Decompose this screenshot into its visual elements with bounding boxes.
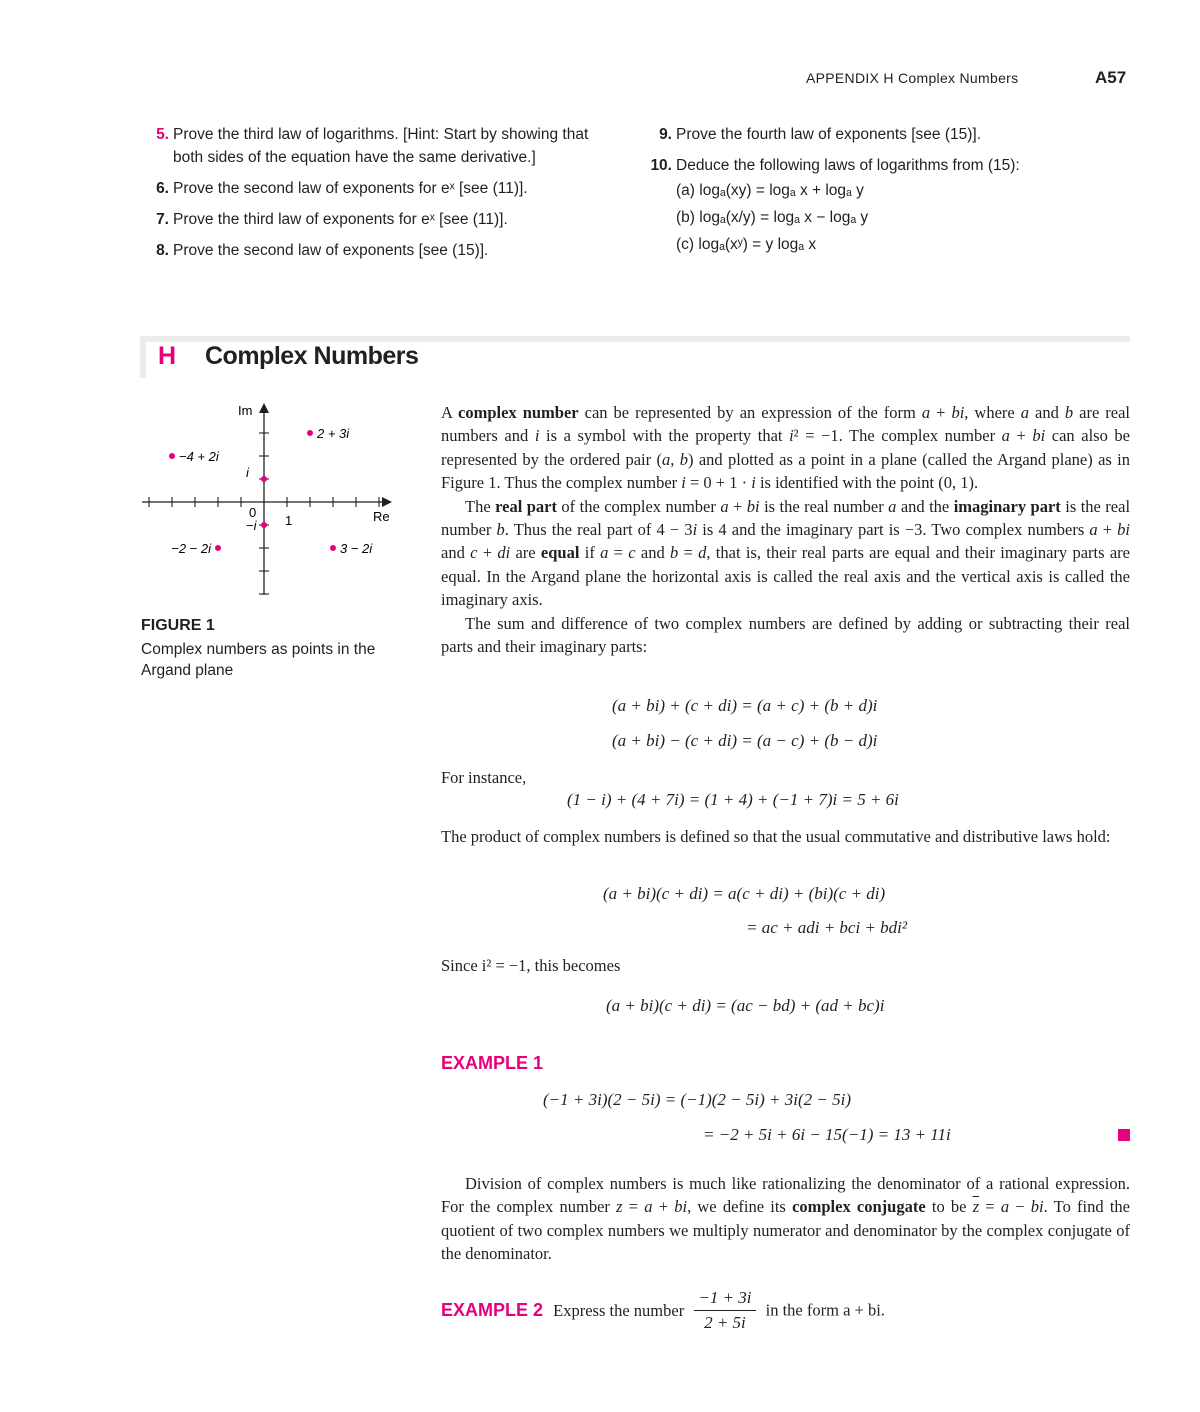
exercise-10: 10. Deduce the following laws of logarithms from (15): xyxy=(650,157,1020,174)
point-label: −4 + 2i xyxy=(179,449,219,464)
example-2-post: in the form a + bi. xyxy=(765,1300,885,1320)
since-line: Since i² = −1, this becomes xyxy=(441,956,621,975)
section-bar xyxy=(140,336,146,378)
example-1-label: EXAMPLE 1 xyxy=(441,1053,544,1073)
equation-product-1: (a + bi)(c + di) = a(c + di) + (bi)(c + di) xyxy=(603,884,886,903)
end-of-example-marker xyxy=(1118,1129,1130,1141)
point-marker xyxy=(261,522,267,528)
figure-caption: Complex numbers as points in the Argand plane xyxy=(141,641,376,679)
paragraph-product: The product of complex numbers is defined so that the usual commutative and distributive laws hold: xyxy=(441,827,1111,846)
point-marker xyxy=(307,430,313,436)
point-marker xyxy=(261,476,267,482)
page-number: A57 xyxy=(1095,68,1127,87)
exercise-10c: (c) logₐ(xʸ) = y logₐ x xyxy=(676,236,817,253)
equation-difference: (a + bi) − (c + di) = (a − c) + (b − d)i xyxy=(612,731,878,750)
exercise-5-cont: both sides of the equation have the same derivative.] xyxy=(173,149,536,166)
point-marker xyxy=(330,545,336,551)
real-axis-arrow xyxy=(382,497,392,507)
intro-paragraphs xyxy=(441,401,1130,658)
axis-label-re: Re xyxy=(373,509,390,524)
figure-title: FIGURE 1 xyxy=(141,617,215,634)
fraction-numerator: −1 + 3i xyxy=(694,1288,755,1311)
exercise-10a: (a) logₐ(xy) = logₐ x + logₐ y xyxy=(676,182,864,199)
example-2-pre: Express the number xyxy=(553,1300,685,1320)
point-label: −i xyxy=(246,518,257,533)
example-2 xyxy=(441,1288,885,1333)
point-marker xyxy=(215,545,221,551)
paragraph-definition: A complex number can be represented by an expression of the form a + bi, where a and b are real numbers and i is a symbol with the property that i² = −1. The complex number a + bi can also be represented by the ordered pair (a, b) and plotted as a point in a plane (called the Argand plane) as in Figure 1. Thus the complex number i = 0 + 1 · i is identified with the point (0, 1). xyxy=(441,403,1131,493)
paragraph-division: Division of complex numbers is much like rationalizing the denominator of a rational expression. For the complex number z = a + bi, we define its complex conjugate to be $\overline{z} = a$ − bi. To find the quotient of two complex numbers we multiply numerator and denominator by the complex conjugate of the denominator. xyxy=(441,1174,1130,1264)
argand-plane-figure xyxy=(130,395,420,605)
equation-product-2: = ac + adi + bci + bdi² xyxy=(746,918,907,937)
exercise-5: 5. Prove the third law of logarithms. [Hint: Start by showing that xyxy=(156,126,589,143)
one-label: 1 xyxy=(285,513,293,528)
section-title: Complex Numbers xyxy=(205,342,419,370)
paragraph-real-imag: The real part of the complex number a + bi is the real number a and the imaginary part is the real number b. Thus the real part of 4 − 3i is 4 and the imaginary part is −3. Two complex numbers a + bi and c + di are equal if a = c and b = d, that is, their real parts are equal and their imaginary parts are equal. In the Argand plane the horizontal axis is called the real axis and the vertical axis is called the imaginary axis. xyxy=(441,496,1131,610)
exercise-9: 9. Prove the fourth law of exponents [see (15)]. xyxy=(659,126,982,143)
exercise-7: 7. Prove the third law of exponents for eˣ [see (11)]. xyxy=(156,211,508,228)
axis-label-im: Im xyxy=(238,403,253,418)
example-1-line-2: = −2 + 5i + 6i − 15(−1) = 13 + 11i xyxy=(703,1125,951,1144)
plotted-points xyxy=(169,426,373,556)
point-label: 3 − 2i xyxy=(340,541,373,556)
point-label: i xyxy=(246,465,249,480)
running-header: APPENDIX H Complex Numbers xyxy=(806,70,1019,86)
origin-label: 0 xyxy=(249,505,257,520)
exercise-6: 6. Prove the second law of exponents for eˣ [see (11)]. xyxy=(156,180,528,197)
fraction-denominator: 2 + 5i xyxy=(704,1313,746,1332)
exercise-10b: (b) logₐ(x/y) = logₐ x − logₐ y xyxy=(676,209,869,226)
for-instance: For instance, xyxy=(441,768,527,787)
imag-axis-arrow xyxy=(259,403,269,413)
exercises-right xyxy=(644,123,1134,256)
section-letter: H xyxy=(158,342,177,370)
paragraph-sum: The sum and difference of two complex numbers are defined by adding or subtracting their real parts and their imaginary parts: xyxy=(441,613,1130,657)
example-1-line-1: (−1 + 3i)(2 − 5i) = (−1)(2 − 5i) + 3i(2 − 5i) xyxy=(543,1090,852,1109)
point-label: 2 + 3i xyxy=(317,426,350,441)
exercises-left xyxy=(141,123,641,262)
equation-instance: (1 − i) + (4 + 7i) = (1 + 4) + (−1 + 7)i = 5 + 6i xyxy=(567,790,899,809)
point-marker xyxy=(169,453,175,459)
equation-sum: (a + bi) + (c + di) = (a + c) + (b + d)i xyxy=(612,696,878,715)
example-2-fraction xyxy=(694,1288,755,1333)
point-label: −2 − 2i xyxy=(171,541,211,556)
equation-product-result: (a + bi)(c + di) = (ac − bd) + (ad + bc)i xyxy=(606,996,885,1015)
example-2-label: EXAMPLE 2 xyxy=(441,1300,544,1320)
exercise-8: 8. Prove the second law of exponents [see (15)]. xyxy=(156,242,489,259)
